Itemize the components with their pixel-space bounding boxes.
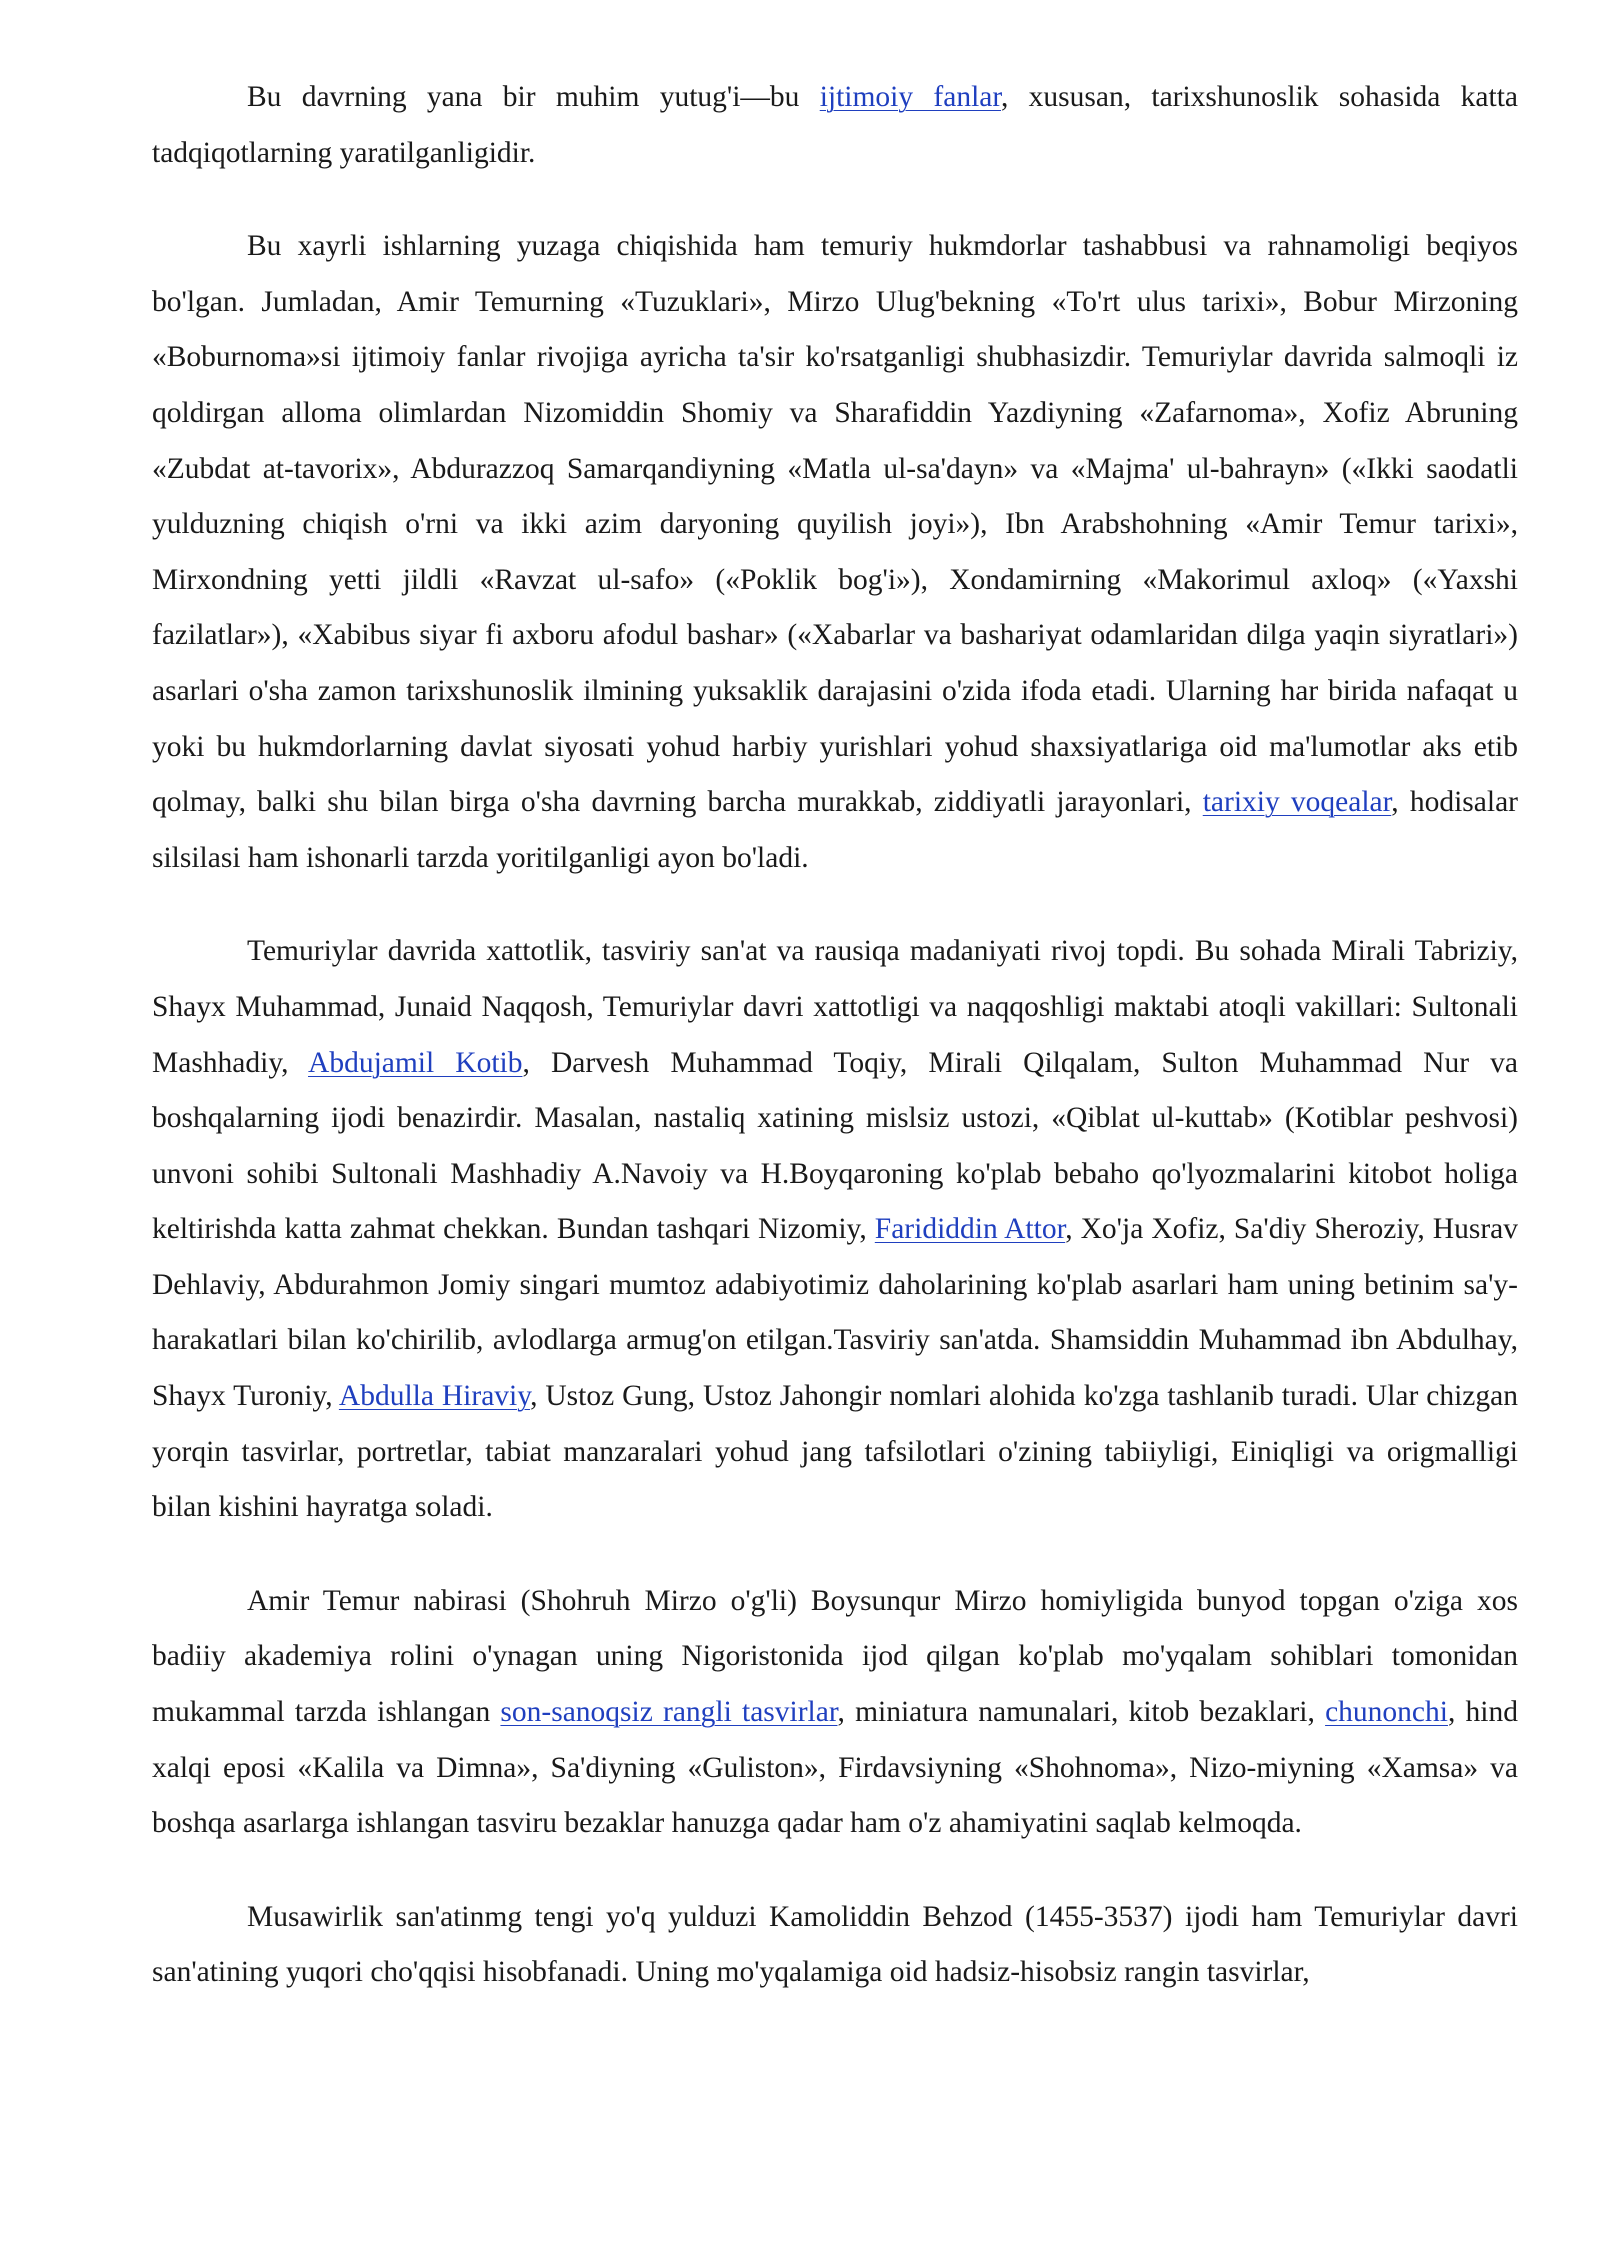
link-tarixiy-voqealar[interactable]: tarixiy voqealar [1202, 786, 1392, 819]
link-farididdin-attor[interactable]: Farididdin Attor [874, 1213, 1066, 1246]
text-run: , xususan, tarixshunoslik sohasida katta tadqiqotlarning yaratilganligidir. [152, 81, 1519, 169]
text-run: , miniatura namunalari, kitob bezaklari, [837, 1696, 1326, 1729]
text-run: Amir Temur nabirasi (Shohruh Mirzo o'g'li) Boysunqur Mirzo homiyligida bunyod topgan o'ziga xos badiiy akademiya rolini o'ynagan uning Nigoristonida ijod qilgan ko'plab mo'yqalam sohiblari tomonidan mukammal tarzda ishlangan [152, 1584, 1518, 1729]
text-run: , Xo'ja Xofiz, Sa'diy Sheroziy, Husrav Dehlaviy, Abdurahmon Jomiy singari mumtoz adabiyotimiz daholarining ko'plab asarlari ham uning betinim sa'y-harakatlari bilan ko'chirilib, avlodlarga armug'on etilgan.Tasviriy san'atda. Shamsiddin Muhammad ibn Abdulhay, Shayx Turoniy, [152, 1213, 1519, 1413]
paragraph [152, 219, 1518, 886]
link-son-sanoqsiz-rangli-tasvirlar[interactable]: son-sanoqsiz rangli tasvirlar [500, 1696, 838, 1729]
link-chunonchi[interactable]: chunonchi [1325, 1696, 1448, 1729]
text-run: , Ustoz Gung, Ustoz Jahongir nomlari alohida ko'zga tashlanib turadi. Ular chizgan yorqin tasvirlar, portretlar, tabiat manzaralari yohud jang tafsilotlari o'zining tabiiyligi, Einiqligi va origmalligi bilan kishini hayratga soladi. [152, 1380, 1518, 1524]
text-run: Temuriylar davrida xattotlik, tasviriy san'at va rausiqa madaniyati rivoj topdi. Bu sohada Mirali Tabriziy, Shayx Muhammad, Junaid Naqqosh, Temuriylar davri xattotligi va naqqoshligi maktabi atoqli vakillari: Sultonali Mashhadiy, [152, 935, 1518, 1079]
text-run: , hind xalqi eposi «Kalila va Dimna», Sa'diyning «Guliston», Firdavsiyning «Shohnoma», Nizo-miyning «Xamsa» va boshqa asarlarga ishlangan tasviru bezaklar hanuzga qadar ham o'z ahamiyatini saqlab kelmoqda. [152, 1696, 1518, 1840]
text-run: Bu davrning yana bir muhim yutug'i—bu [247, 81, 820, 113]
link-ijtimoiy-fanlar[interactable]: ijtimoiy fanlar [819, 81, 1002, 113]
text-run: , hodisalar silsilasi ham ishonarli tarzda yoritilganligi ayon bo'ladi. [152, 786, 1518, 874]
document-page [152, 70, 1518, 2039]
text-run: Bu xayrli ishlarning yuzaga chiqishida ham temuriy hukmdorlar tashabbusi va rahnamoligi beqiyos bo'lgan. Jumladan, Amir Temurning «Tuzuklari», Mirzo Ulug'bekning «To'rt ulus tarixi», Bobur Mirzoning «Boburnoma»si ijtimoiy fanlar rivojiga ayricha ta'sir ko'rsatganligi shubhasizdir. Temuriylar davrida salmoqli iz qoldirgan alloma olimlardan Nizomiddin Shomiy va Sharafiddin Yazdiyning «Zafarnoma», Xofiz Abruning «Zubdat at-tavorix», Abdurazzoq Samarqandiyning «Matla ul-sa'dayn» va «Majma' ul-bahrayn» («Ikki saodatli yulduzning chiqish o'rni va ikki azim daryoning quyilish joyi»), Ibn Arabshohning «Amir Temur tarixi», Mirxondning yetti jildli «Ravzat ul-safo» («Poklik bog'i»), Xondamirning «Makorimul axloq» («Yaxshi fazilatlar»), «Xabibus siyar fi axboru afodul bashar» («Xabarlar va bashariyat odamlaridan dilga yaqin siyratlari») asarlari o'sha zamon tarixshunoslik ilmining yuksaklik darajasini o'zida ifoda etadi. Ularning har birida nafaqat u yoki bu hukmdorlarning davlat siyosati yohud harbiy yurishlari yohud shaxsiyatlariga oid ma'lumotlar aks etib qolmay, balki shu bilan birga o'sha davrning barcha murakkab, ziddiyatli jarayonlari, [152, 230, 1518, 819]
paragraph [152, 1890, 1518, 2001]
text-run: Musawirlik san'atinmg tengi yo'q yulduzi Kamoliddin Behzod (1455-3537) ijodi ham Temuriylar davri san'atining yuqori cho'qqisi hisobfanadi. Uning mo'yqalamiga oid hadsiz-hisobsiz rangin tasvirlar, [152, 1900, 1518, 1989]
text-run: , Darvesh Muhammad Toqiy, Mirali Qilqalam, Sulton Muhammad Nur va boshqalarning ijodi benazirdir. Masalan, nastaliq xatining mislsiz ustozi, «Qiblat ul-kuttab» (Kotiblar peshvosi) unvoni sohibi Sultonali Mashhadiy A.Navoiy va H.Boyqaroning ko'plab bebaho qo'lyozmalarini kitobot holiga keltirishda katta zahmat chekkan. Bundan tashqari Nizomiy, [152, 1046, 1518, 1246]
link-abdujamil-kotib[interactable]: Abdujamil Kotib [308, 1046, 523, 1079]
paragraph [152, 1574, 1518, 1852]
paragraph [152, 70, 1518, 181]
paragraph [152, 924, 1518, 1536]
link-abdulla-hiraviy[interactable]: Abdulla Hiraviy [338, 1380, 531, 1413]
